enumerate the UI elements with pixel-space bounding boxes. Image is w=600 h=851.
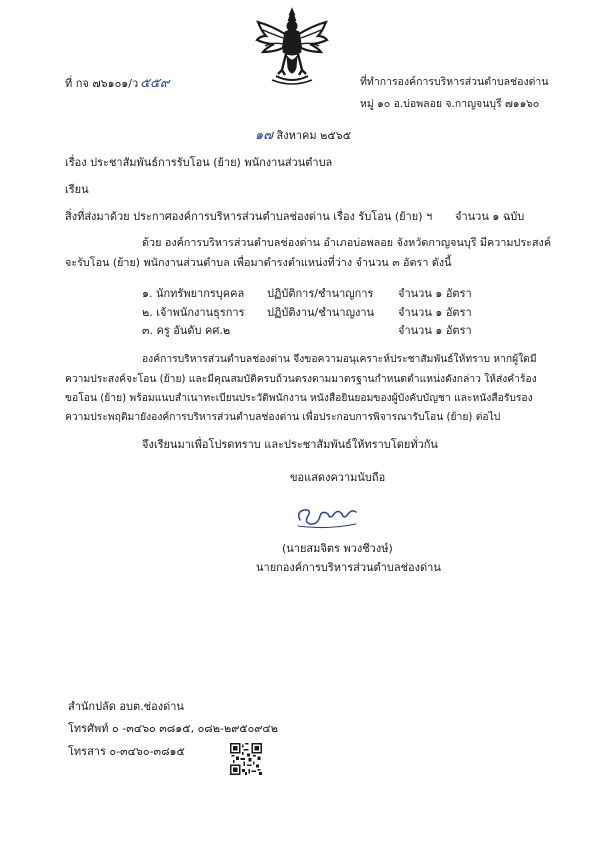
position-name: ๒. เจ้าพนักงานธุรการ: [142, 306, 245, 319]
position-level: ปฏิบัติการ/ชำนาญการ: [267, 287, 374, 300]
enclosure-count: จำนวน ๑ ฉบับ: [455, 210, 525, 223]
reference-prefix: ที่ กจ ๗๖๑๐๑/ว: [65, 77, 139, 90]
enclosure-text: สิ่งที่ส่งมาด้วย ประกาศองค์การบริหารส่วนตำบลช่องด่าน เรื่อง รับโอน (ย้าย) ฯ: [65, 210, 433, 223]
position-level: ปฏิบัติงาน/ชำนาญงาน: [267, 306, 375, 319]
reference-number: [65, 77, 169, 90]
date-day-handwritten: ๑๗: [255, 128, 274, 143]
office-address: หมู่ ๑๐ อ.บ่อพลอย จ.กาญจนบุรี ๗๑๑๖๐: [360, 98, 540, 110]
regards-text: ขอแสดงความนับถือ: [290, 471, 386, 484]
footer-fax: โทรสาร ๐-๓๔๖๐-๓๘๑๕: [68, 745, 185, 758]
position-name: ๓. ครู อันดับ คศ.๒: [142, 324, 231, 337]
reference-handwritten-number: ๕๕๙: [140, 76, 170, 91]
footer-phone: โทรศัพท์ ๐ -๓๔๖๐ ๓๘๑๕, ๐๘๒-๒๙๕๐๙๔๒: [68, 722, 278, 735]
salutation: เรียน: [65, 183, 89, 196]
position-name: ๑. นักทรัพยากรบุคคล: [142, 287, 245, 300]
signatory-title: นายกองค์การบริหารส่วนตำบลช่องด่าน: [256, 561, 441, 574]
garuda-emblem: [254, 6, 330, 86]
para2-line4: ความประพฤติมายังองค์การบริหารส่วนตำบลช่องด่าน เพื่อประกอบการพิจารณารับโอน (ย้าย) ต่อไป: [65, 411, 501, 423]
subject-line: เรื่อง ประชาสัมพันธ์การรับโอน (ย้าย) พนักงานส่วนตำบล: [65, 156, 333, 169]
closing-line: จึงเรียนมาเพื่อโปรดทราบ และประชาสัมพันธ์ให้ทราบโดยทั่วกัน: [142, 438, 438, 451]
position-count: จำนวน ๑ อัตรา: [398, 324, 472, 337]
para1-line1: ด้วย องค์การบริหารส่วนตำบลช่องด่าน อำเภอบ่อพลอย จังหวัดกาญจนบุรี มีความประสงค์: [142, 236, 552, 249]
footer-department: สำนักปลัด อบต.ช่องด่าน: [68, 700, 184, 713]
signatory-name: (นายสมจิตร พวงชีวงษ์): [282, 542, 393, 555]
document-date: [255, 129, 351, 142]
para2-line3: ขอโอน (ย้าย) พร้อมแนบสำเนาทะเบียนประวัติพนักงาน หนังสือยินยอมของผู้บังคับบัญชา และหนังสือรับรอง: [65, 392, 533, 404]
signature-mark: [294, 500, 360, 534]
qr-code: [230, 743, 262, 775]
para1-line2: จะรับโอน (ย้าย) พนักงานส่วนตำบล เพื่อมาดำรงตำแหน่งที่ว่าง จำนวน ๓ อัตรา ดังนี้: [65, 256, 452, 269]
office-name: ที่ทำการองค์การบริหารส่วนตำบลช่องด่าน: [360, 76, 549, 88]
position-count: จำนวน ๑ อัตรา: [398, 287, 472, 300]
date-month-year: สิงหาคม ๒๕๖๕: [276, 129, 352, 142]
para2-line2: ความประสงค์จะโอน (ย้าย) และมีคุณสมบัติครบถ้วนตรงตามมาตรฐานกำหนดตำแหน่งดังกล่าว ให้ส่งคำร้อง: [65, 373, 537, 385]
para2-line1: องค์การบริหารส่วนตำบลช่องด่าน จึงขอความอนุเคราะห์ประชาสัมพันธ์ให้ทราบ หากผู้ใดมี: [142, 353, 537, 365]
position-count: จำนวน ๑ อัตรา: [398, 306, 472, 319]
